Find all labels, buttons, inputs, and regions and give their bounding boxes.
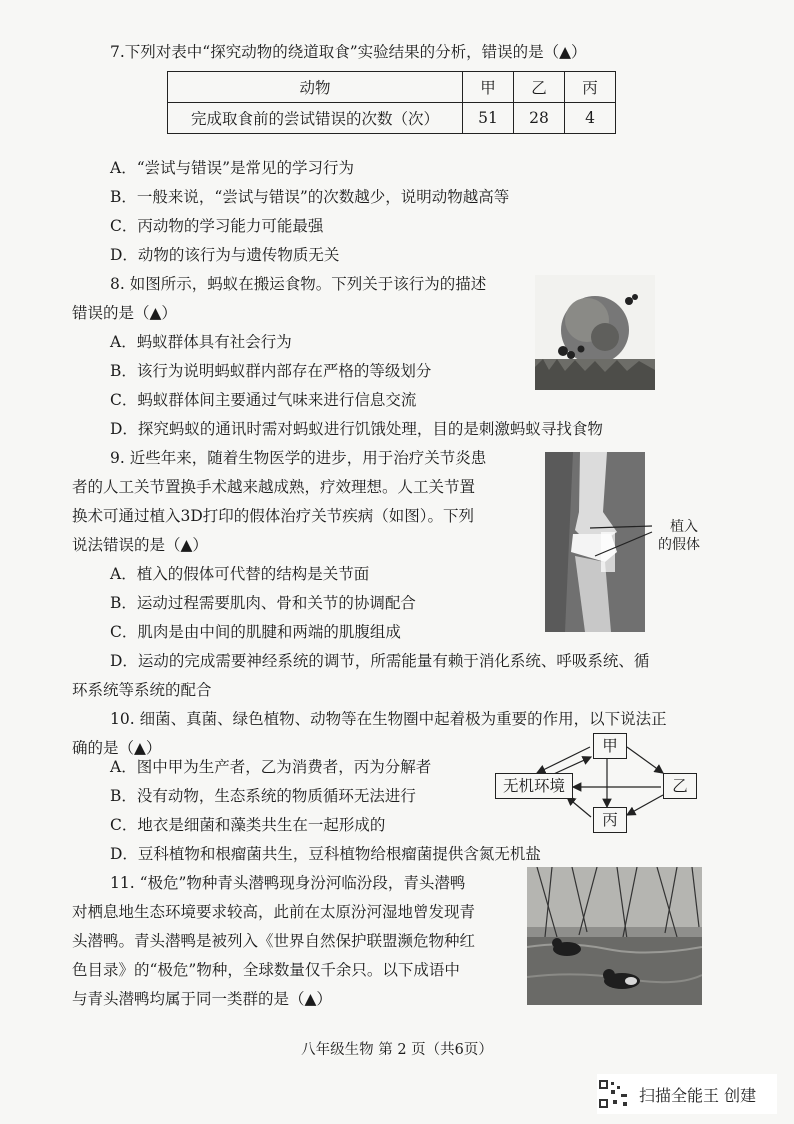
prosthesis-label-line2: 的假体 — [658, 537, 700, 553]
q11-stem-line5: 与青头潜鸭均属于同一类群的是（▲） — [72, 990, 332, 1008]
qr-logo-icon — [597, 1078, 631, 1110]
prosthesis-pointer-lines — [590, 518, 655, 558]
q7-option-c: C．丙动物的学习能力可能最强 — [110, 217, 324, 235]
q11-stem-line3: 头潜鸭。青头潜鸭是被列入《世界自然保护联盟濒危物种红 — [72, 932, 476, 950]
scanner-watermark — [597, 1074, 777, 1114]
q8-option-c: C．蚂蚁群体间主要通过气味来进行信息交流 — [110, 391, 417, 409]
q11-stem-line2: 对栖息地生态环境要求较高，此前在太原汾河湿地曾发现青 — [72, 903, 476, 921]
table-cell: 51 — [463, 103, 514, 134]
q9-option-a: A．植入的假体可代替的结构是关节面 — [110, 565, 370, 583]
q9-stem-line2: 者的人工关节置换手术越来越成熟，疗效理想。人工关节置 — [72, 478, 476, 496]
q9-stem-line4: 说法错误的是（▲） — [72, 536, 208, 554]
watermark-text: 扫描全能王 创建 — [639, 1086, 757, 1105]
table-header-row — [168, 72, 616, 103]
table-cell: 甲 — [463, 72, 514, 103]
q9-option-d-continued: 环系统等系统的配合 — [72, 681, 212, 699]
q8-option-d: D．探究蚂蚁的通讯时需对蚂蚁进行饥饿处理，目的是刺激蚂蚁寻找食物 — [110, 420, 603, 438]
q9-option-c: C．肌肉是由中间的肌腱和两端的肌腹组成 — [110, 623, 401, 641]
q8-option-a: A．蚂蚁群体具有社会行为 — [110, 333, 292, 351]
node-yi: 乙 — [663, 773, 697, 799]
table-cell: 4 — [565, 103, 616, 134]
q10-option-b: B．没有动物，生态系统的物质循环无法进行 — [110, 787, 416, 805]
q8-option-b: B．该行为说明蚂蚁群内部存在严格的等级划分 — [110, 362, 432, 380]
q7-table — [167, 71, 616, 134]
q8-stem-line1: 8. 如图所示，蚂蚁在搬运食物。下列关于该行为的描述 — [110, 275, 487, 293]
q7-option-a: A．“尝试与错误”是常见的学习行为 — [110, 159, 355, 177]
node-jia: 甲 — [593, 733, 627, 759]
table-cell: 动物 — [168, 72, 463, 103]
duck-photo — [527, 867, 702, 1005]
q11-stem-line4: 色目录》的“极危”物种，全球数量仅千余只。以下成语中 — [72, 961, 460, 979]
q8-stem-line2: 错误的是（▲） — [72, 304, 177, 322]
q9-stem-line3: 换术可通过植入3D打印的假体治疗关节疾病（如图）。下列 — [72, 507, 475, 525]
table-cell: 28 — [514, 103, 565, 134]
table-cell: 完成取食前的尝试错误的次数（次） — [168, 103, 463, 134]
q10-option-d: D．豆科植物和根瘤菌共生，豆科植物给根瘤菌提供含氮无机盐 — [110, 845, 541, 863]
ecosystem-diagram — [495, 733, 715, 835]
table-row — [168, 103, 616, 134]
q10-option-c: C．地衣是细菌和藻类共生在一起形成的 — [110, 816, 386, 834]
q9-stem-line1: 9. 近些年来，随着生物医学的进步，用于治疗关节炎患 — [110, 449, 487, 467]
q11-stem-line1: 11. “极危”物种青头潜鸭现身汾河临汾段，青头潜鸭 — [110, 874, 466, 892]
q10-stem-line2: 确的是（▲） — [72, 739, 162, 757]
page-footer: 八年级生物 第 2 页（共6页） — [301, 1042, 493, 1058]
node-environment: 无机环境 — [495, 773, 573, 799]
q7-stem: 7.下列对表中“探究动物的绕道取食”实验结果的分析，错误的是（▲） — [110, 43, 587, 61]
q10-option-a: A．图中甲为生产者，乙为消费者，丙为分解者 — [110, 758, 432, 776]
q7-option-d: D．动物的该行为与遗传物质无关 — [110, 246, 340, 264]
table-cell: 乙 — [514, 72, 565, 103]
table-cell: 丙 — [565, 72, 616, 103]
node-bing: 丙 — [593, 807, 627, 833]
q9-option-b: B．运动过程需要肌肉、骨和关节的协调配合 — [110, 594, 416, 612]
q7-option-b: B．一般来说，“尝试与错误”的次数越少，说明动物越高等 — [110, 188, 510, 206]
ant-photo — [535, 275, 655, 390]
q9-option-d: D．运动的完成需要神经系统的调节，所需能量有赖于消化系统、呼吸系统、循 — [110, 652, 650, 670]
q10-stem-line1: 10. 细菌、真菌、绿色植物、动物等在生物圈中起着极为重要的作用，以下说法正 — [110, 710, 667, 728]
prosthesis-label-line1: 植入 — [670, 519, 698, 535]
